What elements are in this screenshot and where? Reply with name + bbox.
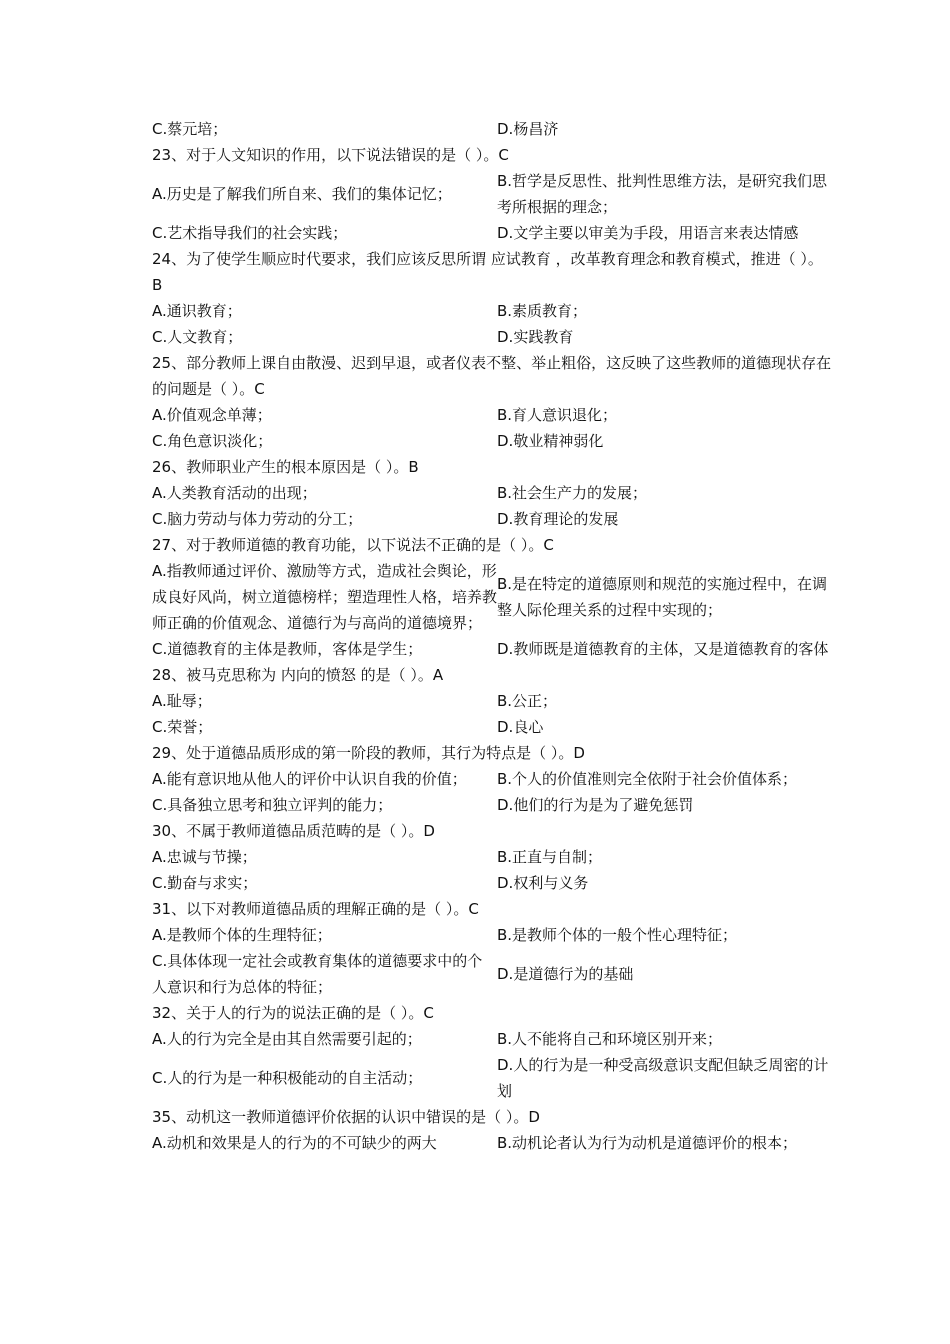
option-b-cell: D.人的行为是一种受高级意识支配但缺乏周密的计划 xyxy=(497,1056,829,1100)
option-b-cell: D.教育理论的发展 xyxy=(497,510,619,528)
option-row xyxy=(152,324,832,350)
option-a-cell: C.具体体现一定社会或教育集体的道德要求中的个人意识和行为总体的特征； xyxy=(152,952,483,996)
option-a-cell: C.蔡元培； xyxy=(152,120,228,138)
question-25: 25、部分教师上课自由散漫、迟到早退，或者仪表不整、举止粗俗，这反映了这些教师的道德现状存在的问题是（ ）。C xyxy=(152,354,832,398)
option-a-cell: A.是教师个体的生理特征； xyxy=(152,926,332,944)
option-b-cell: B.是在特定的道德原则和规范的实施过程中，在调整人际伦理关系的过程中实现的； xyxy=(497,575,828,619)
option-a-cell: A.指教师通过评价、激励等方式，造成社会舆论，形成良好风尚，树立道德榜样；塑造理性人格，培养教师正确的价值观念、道德行为与高尚的道德境界； xyxy=(152,562,498,632)
option-row xyxy=(152,792,832,818)
question-30: 30、不属于教师道德品质范畴的是（ ）。D xyxy=(152,822,435,840)
option-b-cell: B.公正； xyxy=(497,692,558,710)
option-b-cell: B.人不能将自己和环境区别开来； xyxy=(497,1030,723,1048)
question-list xyxy=(152,116,832,1156)
option-a-cell: C.道德教育的主体是教师，客体是学生； xyxy=(152,640,423,658)
option-b-cell: D.文学主要以审美为手段，用语言来表达情感 xyxy=(497,224,799,242)
question-32: 32、关于人的行为的说法正确的是（ ）。C xyxy=(152,1004,434,1022)
option-a-cell: A.历史是了解我们所自来、我们的集体记忆； xyxy=(152,185,452,203)
option-a-cell: C.人文教育； xyxy=(152,328,243,346)
option-b-cell: D.权利与义务 xyxy=(497,874,589,892)
question-35: 35、动机这一教师道德评价依据的认识中错误的是（ ）。D xyxy=(152,1108,540,1126)
option-b-cell: B.个人的价值准则完全依附于社会价值体系； xyxy=(497,770,798,788)
question-26: 26、教师职业产生的根本原因是（ ）。B xyxy=(152,458,419,476)
option-a-cell: A.耻辱； xyxy=(152,692,212,710)
option-row xyxy=(152,298,832,324)
option-a-cell: A.人的行为完全是由其自然需要引起的； xyxy=(152,1030,422,1048)
option-a-cell: C.角色意识淡化； xyxy=(152,432,273,450)
option-row xyxy=(152,116,832,142)
option-row xyxy=(152,714,832,740)
question-29: 29、处于道德品质形成的第一阶段的教师，其行为特点是（ ）。D xyxy=(152,744,585,762)
question-24: 24、为了使学生顺应时代要求，我们应该反思所谓 应试教育 ，改革教育理念和教育模式，推进（ ）。B xyxy=(152,250,823,294)
option-a-cell: A.能有意识地从他人的评价中认识自我的价值； xyxy=(152,770,467,788)
option-row xyxy=(152,636,832,662)
option-a-cell: A.通识教育； xyxy=(152,302,242,320)
option-b-cell: B.动机论者认为行为动机是道德评价的根本； xyxy=(497,1134,798,1152)
option-b-cell: B.哲学是反思性、批判性思维方法，是研究我们思考所根据的理念； xyxy=(497,172,828,216)
option-a-cell: C.脑力劳动与体力劳动的分工； xyxy=(152,510,363,528)
option-row xyxy=(152,922,832,948)
option-a-cell: C.荣誉； xyxy=(152,718,213,736)
option-row xyxy=(152,1052,832,1104)
option-b-cell: B.素质教育； xyxy=(497,302,588,320)
option-row xyxy=(152,428,832,454)
option-row xyxy=(152,766,832,792)
option-a-cell: A.人类教育活动的出现； xyxy=(152,484,317,502)
option-b-cell: B.社会生产力的发展； xyxy=(497,484,648,502)
option-row xyxy=(152,1026,832,1052)
option-row xyxy=(152,844,832,870)
option-b-cell: D.教师既是道德教育的主体，又是道德教育的客体 xyxy=(497,640,829,658)
option-a-cell: C.勤奋与求实； xyxy=(152,874,258,892)
option-row xyxy=(152,480,832,506)
option-b-cell: B.是教师个体的一般个性心理特征； xyxy=(497,926,738,944)
question-28: 28、被马克思称为 内向的愤怒 的是（ ）。A xyxy=(152,666,444,684)
option-row xyxy=(152,870,832,896)
option-b-cell: B.育人意识退化； xyxy=(497,406,618,424)
option-a-cell: C.具备独立思考和独立评判的能力； xyxy=(152,796,393,814)
option-a-cell: A.动机和效果是人的行为的不可缺少的两大 xyxy=(152,1134,437,1152)
option-row xyxy=(152,558,832,636)
option-row xyxy=(152,506,832,532)
option-a-cell: C.艺术指导我们的社会实践； xyxy=(152,224,348,242)
question-27: 27、对于教师道德的教育功能，以下说法不正确的是（ ）。C xyxy=(152,536,554,554)
option-b-cell: B.正直与自制； xyxy=(497,848,603,866)
option-a-cell: A.忠诚与节操； xyxy=(152,848,257,866)
option-b-cell: D.他们的行为是为了避免惩罚 xyxy=(497,796,694,814)
question-23: 23、对于人文知识的作用，以下说法错误的是（ ）。C xyxy=(152,146,509,164)
option-row xyxy=(152,402,832,428)
option-b-cell: D.良心 xyxy=(497,718,544,736)
option-b-cell: D.敬业精神弱化 xyxy=(497,432,604,450)
option-b-cell: D.实践教育 xyxy=(497,328,574,346)
option-row xyxy=(152,688,832,714)
option-b-cell: D.杨昌济 xyxy=(497,120,559,138)
question-31: 31、以下对教师道德品质的理解正确的是（ ）。C xyxy=(152,900,479,918)
option-row xyxy=(152,1130,832,1156)
option-row xyxy=(152,948,832,1000)
option-a-cell: A.价值观念单薄； xyxy=(152,406,272,424)
option-row xyxy=(152,220,832,246)
option-b-cell: D.是道德行为的基础 xyxy=(497,965,634,983)
option-a-cell: C.人的行为是一种积极能动的自主活动； xyxy=(152,1069,423,1087)
option-row xyxy=(152,168,832,220)
